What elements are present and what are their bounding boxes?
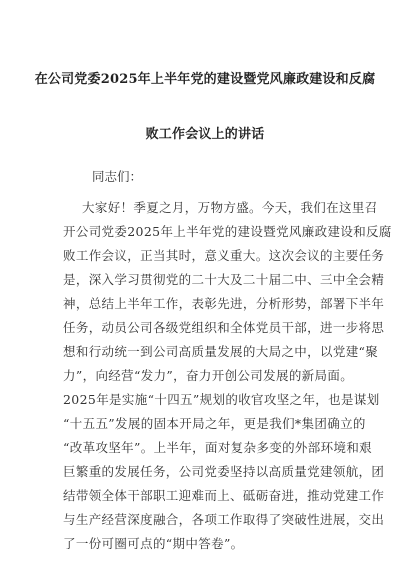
body-line: 巨繁重的发展任务，公司党委坚持以高质量党建领航，团	[63, 464, 385, 479]
body-line: 想和行动统一到公司高质量发展的大局之中，以党建“聚	[63, 344, 379, 359]
document-title-line-1: 在公司党委2025年上半年党的建设暨党风廉政建设和反腐	[34, 72, 376, 87]
body-line: 力”，向经营“发力”，奋力开创公司发展的新局面。	[63, 368, 354, 383]
salutation: 同志们：	[92, 169, 143, 184]
body-line: “改革攻坚年”。上半年，面对复杂多变的外部环境和艰	[63, 440, 373, 455]
body-line: 开公司党委2025年上半年党的建设暨党风廉政建设和反腐	[63, 224, 392, 239]
body-line: 任务，动员公司各级党组织和全体党员干部，进一步将思	[63, 320, 385, 335]
body-line: 了一份可圈可点的“期中答卷”。	[63, 536, 244, 551]
body-line: 是，深入学习贯彻党的二十大及二十届二中、三中全会精	[63, 272, 385, 287]
document-title-line-2: 败工作会议上的讲话	[145, 127, 265, 142]
body-line: 与生产经营深度融合，各项工作取得了突破性进展，交出	[63, 512, 385, 527]
body-line: 2025年是实施“十四五”规划的收官攻坚之年，也是谋划	[63, 392, 380, 407]
body-line: 神，总结上半年工作，表彰先进，分析形势，部署下半年	[63, 296, 385, 311]
body-line: 大家好！季夏之月，万物方盛。今天，我们在这里召	[82, 200, 378, 215]
body-line: 败工作会议，正当其时，意义重大。这次会议的主要任务	[63, 248, 385, 263]
body-line: 结带领全体干部职工迎难而上、砥砺奋进，推动党建工作	[63, 488, 385, 503]
body-line: “十五五”发展的固本开局之年，更是我们*集团确立的	[63, 416, 366, 431]
